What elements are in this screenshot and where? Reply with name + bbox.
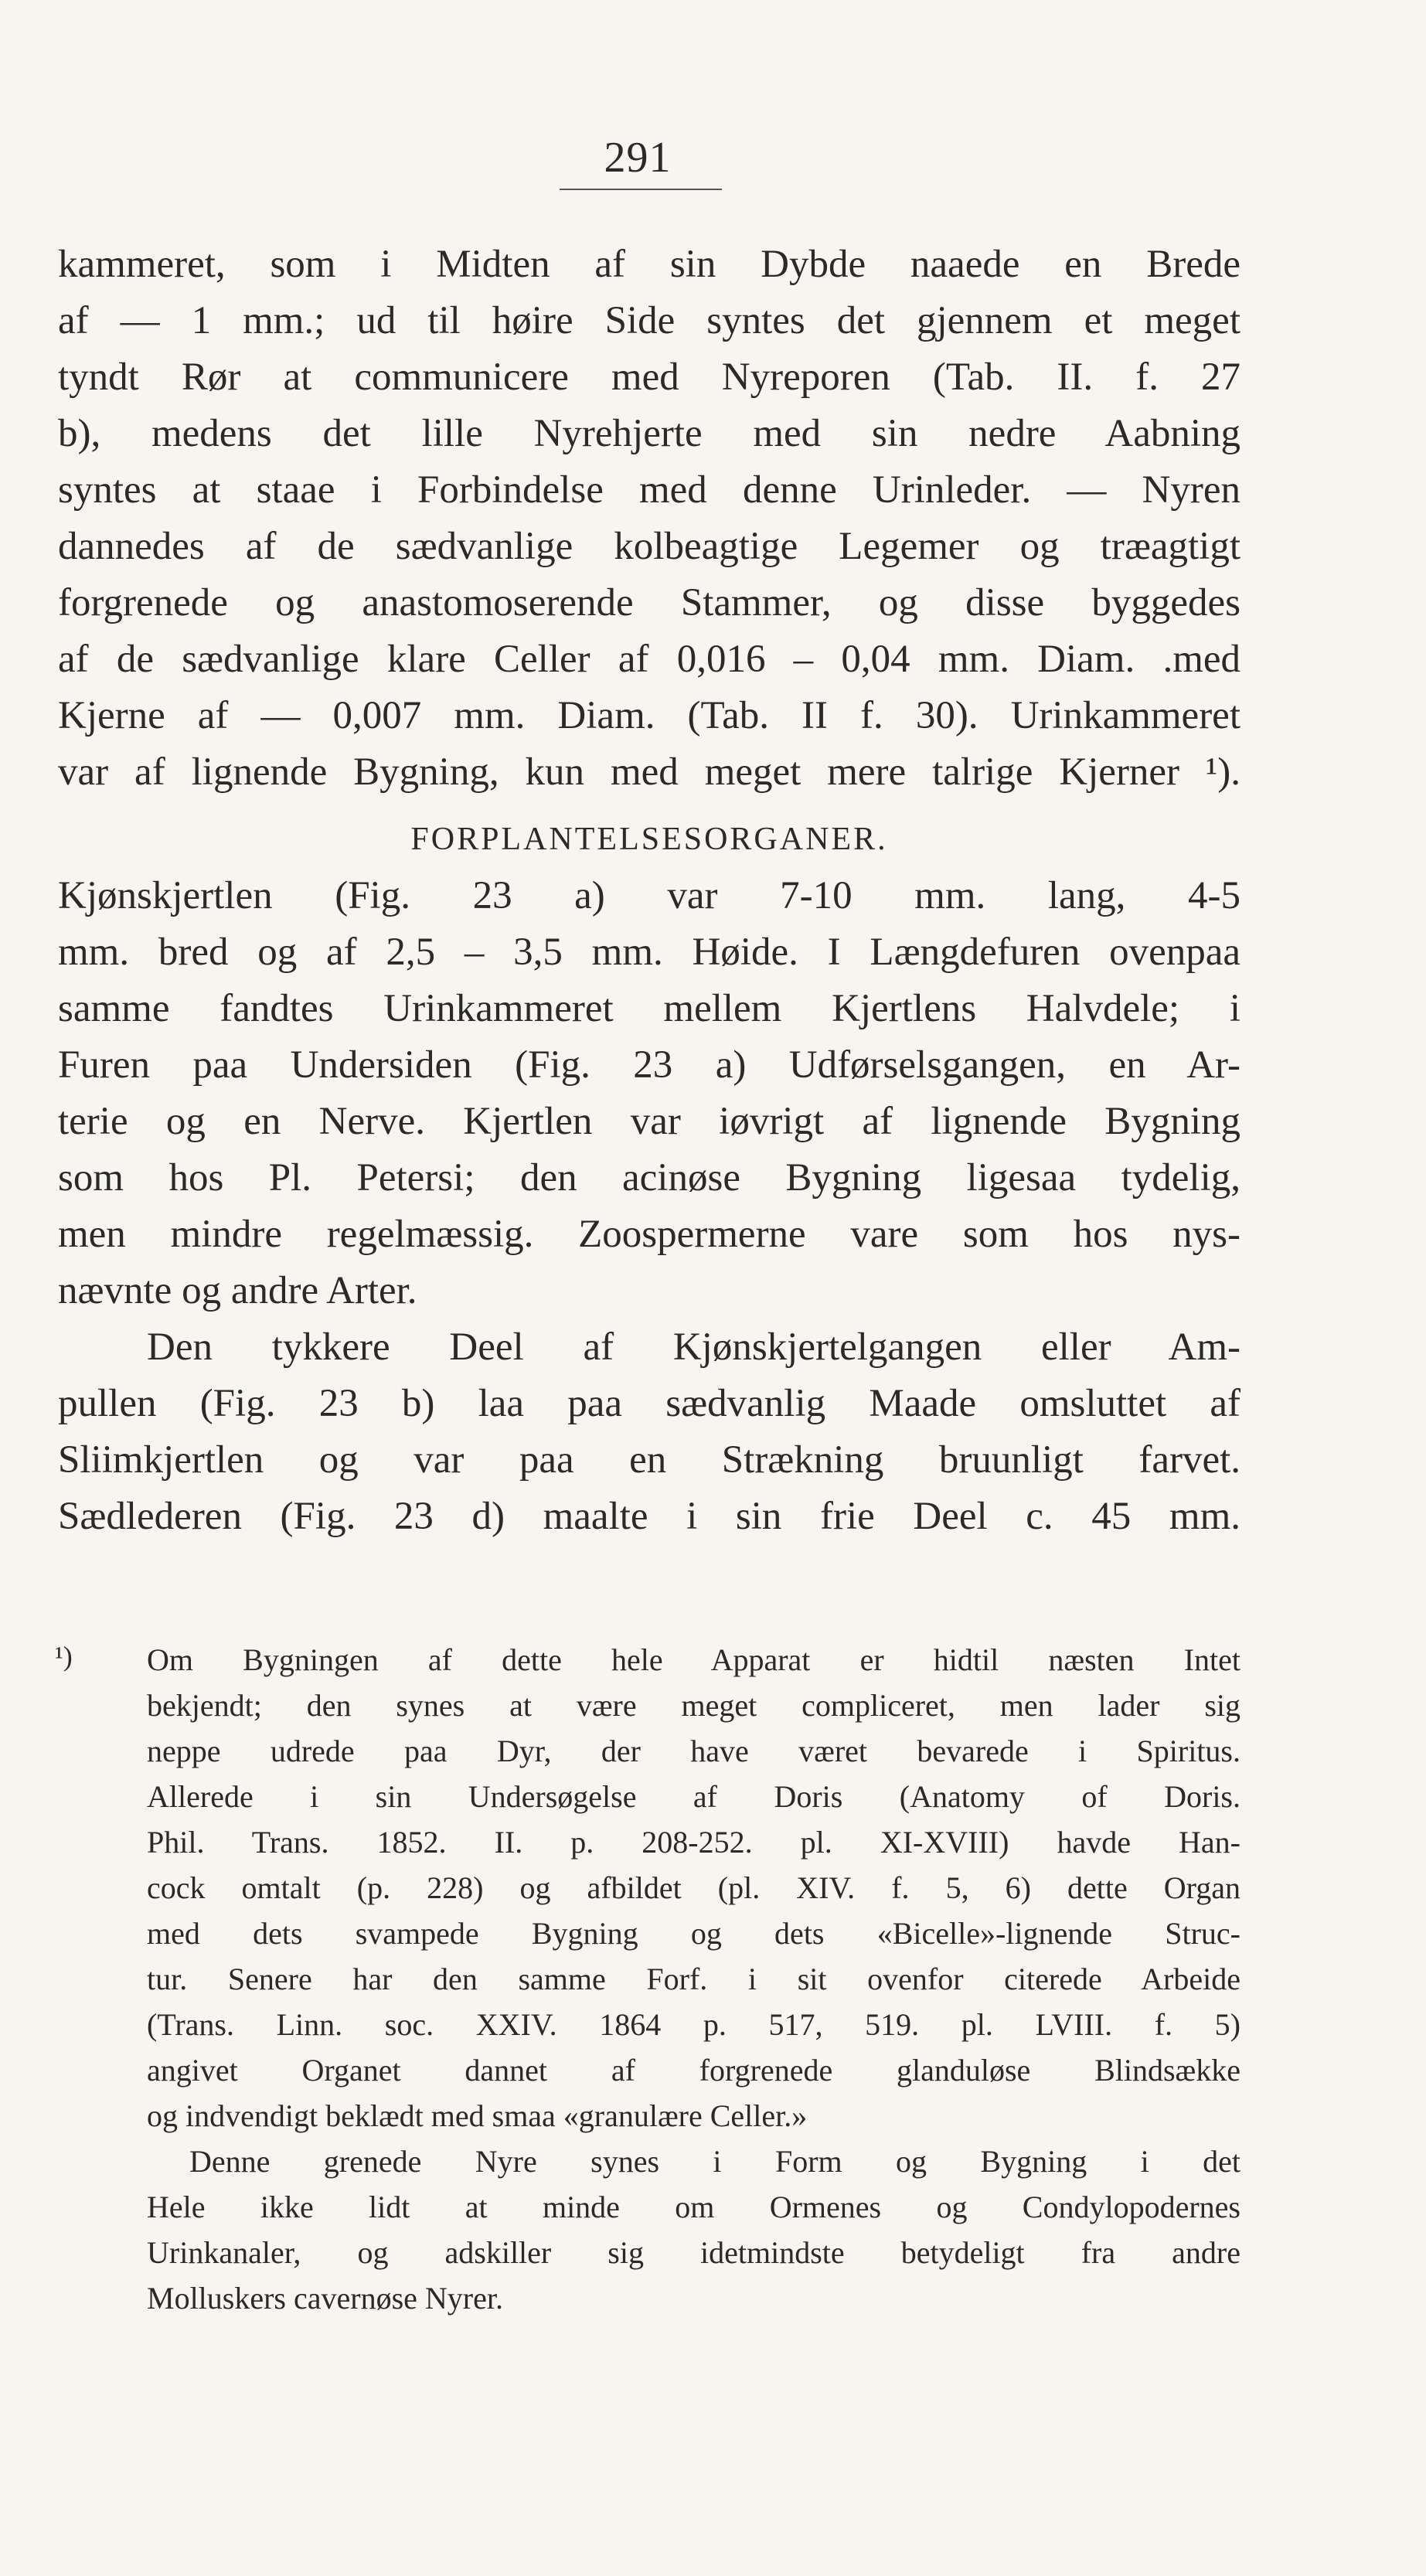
footnote-line: Urinkanaler, og adskiller sig idetmindste betydeligt fra andre bbox=[147, 2235, 1241, 2270]
footnote-text: Om Bygningen af dette hele Apparat er hidtil næsten Intet bbox=[147, 1642, 1241, 1677]
text-line: som hos Pl. Petersi; den acinøse Bygning ligesaa tydelig, bbox=[58, 1156, 1241, 1200]
text-line: b), medens det lille Nyrehjerte med sin nedre Aabning bbox=[58, 412, 1241, 455]
text-line: men mindre regelmæssig. Zoospermerne vare som hos nys- bbox=[58, 1213, 1241, 1256]
footnote-marker: ¹) bbox=[55, 1641, 73, 1672]
footnote-line: cock omtalt (p. 228) og afbildet (pl. XIV. f. 5, 6) dette Organ bbox=[147, 1870, 1241, 1905]
text-line: af de sædvanlige klare Celler af 0,016 – 0,04 mm. Diam. .med bbox=[58, 638, 1241, 681]
text-line: samme fandtes Urinkammeret mellem Kjertlens Halvdele; i bbox=[58, 987, 1241, 1030]
text-line: nævnte og andre Arter. bbox=[58, 1269, 417, 1312]
footnote-line: Molluskers cavernøse Nyrer. bbox=[147, 2281, 503, 2316]
text-line: var af lignende Bygning, kun med meget mere talrige Kjerner ¹). bbox=[58, 750, 1241, 794]
main-body bbox=[58, 237, 1241, 1545]
text-line: Kjerne af — 0,007 mm. Diam. (Tab. II f. 30). Urinkammeret bbox=[58, 694, 1241, 737]
text-line: pullen (Fig. 23 b) laa paa sædvanlig Maade omsluttet af bbox=[58, 1382, 1241, 1425]
text-line: kammeret, som i Midten af sin Dybde naaede en Brede bbox=[58, 243, 1241, 286]
text-line: forgrenede og anastomoserende Stammer, og disse byggedes bbox=[58, 581, 1241, 624]
text-line: Furen paa Undersiden (Fig. 23 a) Udførselsgangen, en Ar- bbox=[58, 1043, 1241, 1087]
text-line: Sliimkjertlen og var paa en Strækning bruunligt farvet. bbox=[58, 1438, 1241, 1482]
footnote-line: og indvendigt beklædt med smaa «granulære Celler.» bbox=[147, 2098, 808, 2133]
section-heading: FORPLANTELSESORGANER. bbox=[410, 822, 888, 857]
text-line: af — 1 mm.; ud til høire Side syntes det gjennem et meget bbox=[58, 299, 1241, 342]
footnote-line: neppe udrede paa Dyr, der have været bevarede i Spiritus. bbox=[147, 1734, 1241, 1768]
text-line: syntes at staae i Forbindelse med denne Urinleder. — Nyren bbox=[58, 468, 1241, 512]
footnote-line: Allerede i sin Undersøgelse af Doris (Anatomy of Doris. bbox=[147, 1779, 1241, 1814]
text-line: tyndt Rør at communicere med Nyreporen (Tab. II. f. 27 bbox=[58, 356, 1241, 399]
footnote-line: Phil. Trans. 1852. II. p. 208-252. pl. XI-XVIII) havde Han- bbox=[147, 1825, 1241, 1860]
footnote-line: med dets svampede Bygning og dets «Bicelle»-lignende Struc- bbox=[147, 1916, 1241, 1951]
footnote-line: Denne grenede Nyre synes i Form og Bygning i det bbox=[189, 2144, 1241, 2179]
text-line: Sædlederen (Fig. 23 d) maalte i sin frie Deel c. 45 mm. bbox=[58, 1495, 1241, 1538]
page-number: 291 bbox=[604, 134, 672, 182]
text-line: terie og en Nerve. Kjertlen var iøvrigt af lignende Bygning bbox=[58, 1100, 1241, 1143]
text-line: Kjønskjertlen (Fig. 23 a) var 7-10 mm. lang, 4-5 bbox=[58, 874, 1241, 917]
text-line: Den tykkere Deel af Kjønskjertelgangen eller Am- bbox=[147, 1325, 1241, 1369]
footnote-line bbox=[55, 1637, 1241, 1683]
footnote-line: (Trans. Linn. soc. XXIV. 1864 p. 517, 519. pl. LVIII. f. 5) bbox=[147, 2007, 1241, 2042]
text-line: dannedes af de sædvanlige kolbeagtige Legemer og træagtigt bbox=[58, 525, 1241, 568]
page-number-rule bbox=[560, 189, 722, 190]
footnote-line: Hele ikke lidt at minde om Ormenes og Condylopodernes bbox=[147, 2190, 1241, 2224]
footnote-line: tur. Senere har den samme Forf. i sit ovenfor citerede Arbeide bbox=[147, 1962, 1241, 1996]
footnote bbox=[55, 1637, 1241, 2321]
footnote-line: bekjendt; den synes at være meget compliceret, men lader sig bbox=[147, 1688, 1241, 1723]
footnote-line: angivet Organet dannet af forgrenede glanduløse Blindsække bbox=[147, 2053, 1241, 2088]
text-line: mm. bred og af 2,5 – 3,5 mm. Høide. I Længdefuren ovenpaa bbox=[58, 931, 1241, 974]
